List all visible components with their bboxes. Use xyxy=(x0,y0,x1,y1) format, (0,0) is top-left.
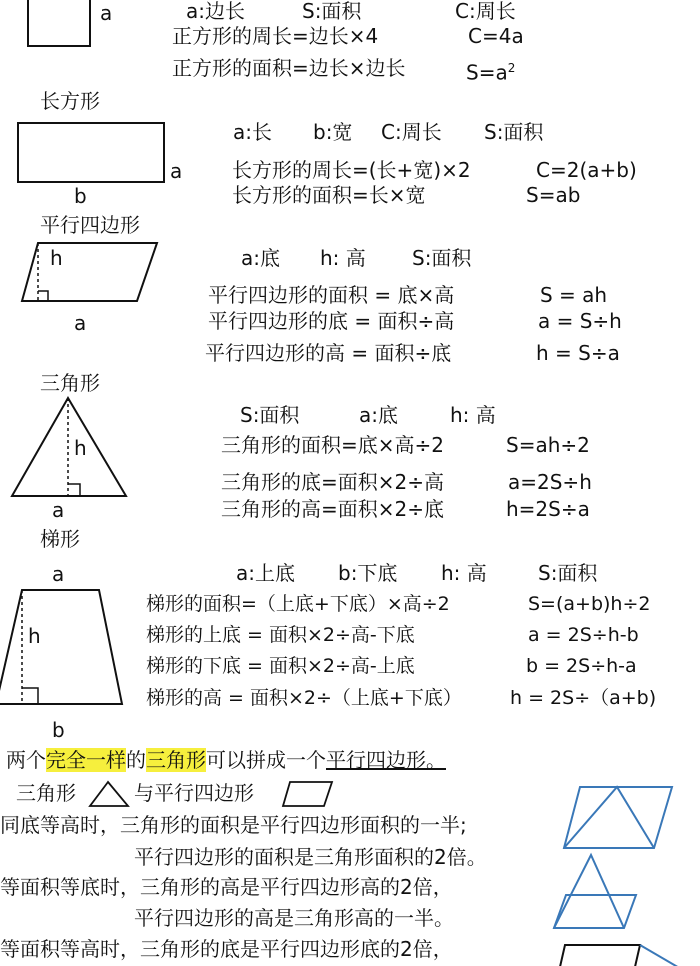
parallelogram-base-label: a xyxy=(74,311,87,335)
small-triangle-icon xyxy=(90,782,128,806)
note-line-2-a: 三角形 xyxy=(16,781,76,805)
trapezoid-var-bottom: b:下底 xyxy=(338,561,398,585)
triangle-title: 三角形 xyxy=(40,371,100,395)
parallelogram-base-formula: a = S÷h xyxy=(538,309,622,333)
rectangle-var-width: b:宽 xyxy=(313,120,353,144)
square-perimeter-formula: C=4a xyxy=(468,24,524,48)
parallelogram-title: 平行四边形 xyxy=(40,213,140,237)
trapezoid-top-label: a xyxy=(52,562,65,586)
square-var-perimeter: C:周长 xyxy=(455,0,516,23)
note-rule-1-b: 平行四边形的面积是三角形面积的2倍。 xyxy=(134,845,487,869)
triangle-in-parallelogram-diagram-3 xyxy=(557,945,700,966)
highlight-identical: 完全一样 xyxy=(46,748,126,772)
triangle-height-label: h xyxy=(74,436,87,460)
square-var-side: a:边长 xyxy=(186,0,245,23)
trapezoid-height-formula: h = 2S÷（a+b) xyxy=(510,687,657,709)
trapezoid-bottom-formula: b = 2S÷h-a xyxy=(526,655,637,677)
trapezoid-top-text: 梯形的上底 = 面积×2÷高-下底 xyxy=(146,624,415,646)
rectangle-side-a: a xyxy=(170,159,183,183)
trapezoid-area-formula: S=(a+b)h÷2 xyxy=(528,593,651,615)
square-figure xyxy=(28,0,90,46)
triangle-var-area: S:面积 xyxy=(240,403,300,427)
triangle-var-base: a:底 xyxy=(359,403,398,427)
trapezoid-bottom-label: b xyxy=(52,718,65,742)
square-side-label: a xyxy=(100,1,113,25)
rectangle-var-length: a:长 xyxy=(233,120,272,144)
triangle-in-parallelogram-diagram-1 xyxy=(564,787,672,848)
parallelogram-figure xyxy=(22,243,157,301)
trapezoid-figure xyxy=(0,590,122,704)
rectangle-perimeter-formula: C=2(a+b) xyxy=(536,158,637,182)
rectangle-side-b: b xyxy=(74,184,87,208)
triangle-area-text: 三角形的面积=底×高÷2 xyxy=(221,433,444,457)
trapezoid-var-area: S:面积 xyxy=(538,561,598,585)
parallelogram-var-height: h: 高 xyxy=(320,246,366,270)
note-rule-1: 同底等高时，三角形的面积是平行四边形面积的一半; xyxy=(0,813,467,837)
trapezoid-var-height: h: 高 xyxy=(441,561,487,585)
triangle-area-formula: S=ah÷2 xyxy=(506,433,590,457)
rectangle-title: 长方形 xyxy=(40,89,100,113)
rectangle-var-area: S:面积 xyxy=(484,120,544,144)
square-area-formula-exp: 2 xyxy=(507,61,516,75)
parallelogram-var-base: a:底 xyxy=(241,246,280,270)
rectangle-var-perimeter: C:周长 xyxy=(381,120,442,144)
underlined-parallelogram: 平行四边形。 xyxy=(326,748,446,772)
square-perimeter-text: 正方形的周长=边长×4 xyxy=(172,24,379,48)
rectangle-figure xyxy=(18,123,164,182)
triangle-base-label: a xyxy=(52,498,65,522)
triangle-figure xyxy=(12,398,126,496)
parallelogram-area-text: 平行四边形的面积 = 底×高 xyxy=(208,283,455,307)
square-area-formula xyxy=(466,56,515,85)
triangle-base-formula: a=2S÷h xyxy=(508,470,592,494)
square-var-area: S:面积 xyxy=(302,0,362,23)
rectangle-area-formula: S=ab xyxy=(526,183,581,207)
note-line-1: 两个完全一样的三角形可以拼成一个平行四边形。 xyxy=(6,748,446,772)
note-line-2-b: 与平行四边形 xyxy=(134,781,254,805)
triangle-in-parallelogram-diagram-2 xyxy=(554,855,636,928)
note-rule-2: 等面积等底时，三角形的高是平行四边形高的2倍， xyxy=(0,875,453,899)
triangle-height-text: 三角形的高=面积×2÷底 xyxy=(221,497,444,521)
parallelogram-area-formula: S = ah xyxy=(540,283,608,307)
trapezoid-top-formula: a = 2S÷h-b xyxy=(528,624,639,646)
trapezoid-var-top: a:上底 xyxy=(236,561,295,585)
rectangle-perimeter-text: 长方形的周长=(长+宽)×2 xyxy=(232,158,471,182)
highlight-triangle: 三角形 xyxy=(146,748,206,772)
rectangle-area-text: 长方形的面积=长×宽 xyxy=(232,183,426,207)
small-parallelogram-icon xyxy=(283,782,332,806)
trapezoid-area-text: 梯形的面积=（上底+下底）×高÷2 xyxy=(146,593,450,615)
parallelogram-height-label: h xyxy=(50,246,63,270)
note-rule-2-b: 平行四边形的高是三角形高的一半。 xyxy=(134,906,454,930)
parallelogram-height-formula: h = S÷a xyxy=(536,341,620,365)
trapezoid-height-label: h xyxy=(28,624,41,648)
parallelogram-base-text: 平行四边形的底 = 面积÷高 xyxy=(208,309,455,333)
parallelogram-height-text: 平行四边形的高 = 面积÷底 xyxy=(205,341,452,365)
square-area-text: 正方形的面积=边长×边长 xyxy=(172,56,406,80)
square-area-formula-base: S=a xyxy=(466,60,508,85)
triangle-base-text: 三角形的底=面积×2÷高 xyxy=(221,470,444,494)
trapezoid-title: 梯形 xyxy=(40,527,80,551)
parallelogram-var-area: S:面积 xyxy=(412,246,472,270)
trapezoid-bottom-text: 梯形的下底 = 面积×2÷高-上底 xyxy=(146,655,415,677)
triangle-height-formula: h=2S÷a xyxy=(506,497,590,521)
triangle-var-height: h: 高 xyxy=(450,403,496,427)
trapezoid-height-text: 梯形的高 = 面积×2÷（上底+下底） xyxy=(146,687,462,709)
note-rule-3: 等面积等高时，三角形的底是平行四边形底的2倍， xyxy=(0,937,453,961)
